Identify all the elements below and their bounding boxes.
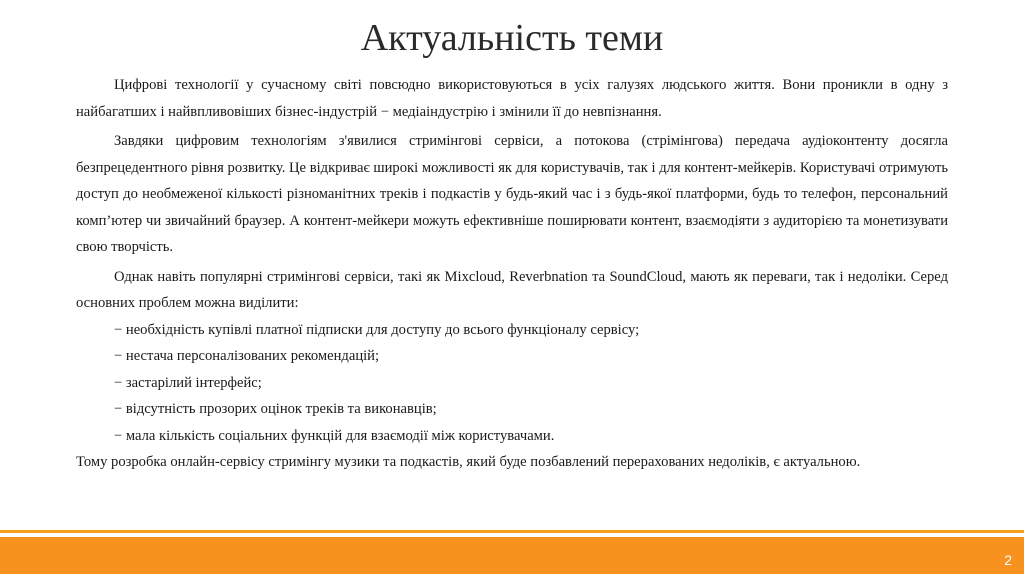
problem-list <box>76 317 948 450</box>
slide-content <box>76 72 948 476</box>
paragraph-streaming: Завдяки цифровим технологіям з'явилися стримінгові сервіси, а потокова (стрімінгова) передача аудіоконтенту досягла безпрецедентного рівня розвитку. Це відкриває широкі можливості як для користувачів, так і для контент-мейкерів. Користувачі отримують доступ до необмеженої кількості різноманітних треків і подкастів у будь-який час і з будь-якої платформи, будь то телефон, персональний комп’ютер чи звичайний браузер. А контент-мейкери можуть ефективніше поширювати контент, взаємодіяти з аудиторією та монетизувати свою творчість. <box>76 133 948 255</box>
footer-divider <box>0 530 1024 533</box>
footer-bar <box>0 537 1024 574</box>
list-item: − застарілий інтерфейс; <box>114 374 262 391</box>
paragraph-conclusion: Тому розробка онлайн-сервісу стримінгу музики та подкастів, який буде позбавлений перерахованих недоліків, є актуальною. <box>76 454 861 470</box>
slide-title: Актуальність теми <box>360 17 664 59</box>
paragraph-intro: Цифрові технології у сучасному світі повсюдно використовуються в усіх галузях людського життя. Вони проникли в одну з найбагатших і найвпливовіших бізнес-індустрій − медіаіндустрію і змінили її до невпізнання. <box>76 77 948 120</box>
list-item: − мала кількість соціальних функцій для взаємодії між користувачами. <box>114 427 555 444</box>
list-item: − відсутність прозорих оцінок треків та виконавців; <box>114 401 437 417</box>
list-item: − нестача персоналізованих рекомендацій; <box>114 348 380 364</box>
paragraph-problems: Однак навіть популярні стримінгові сервіси, такі як Mixcloud, Reverbnation та SoundCloud, мають як переваги, так і недоліки. Серед основних проблем можна виділити: <box>76 268 948 311</box>
page-number: 2 <box>1004 552 1012 568</box>
list-item: − необхідність купівлі платної підписки для доступу до всього функціоналу сервісу; <box>114 321 640 338</box>
